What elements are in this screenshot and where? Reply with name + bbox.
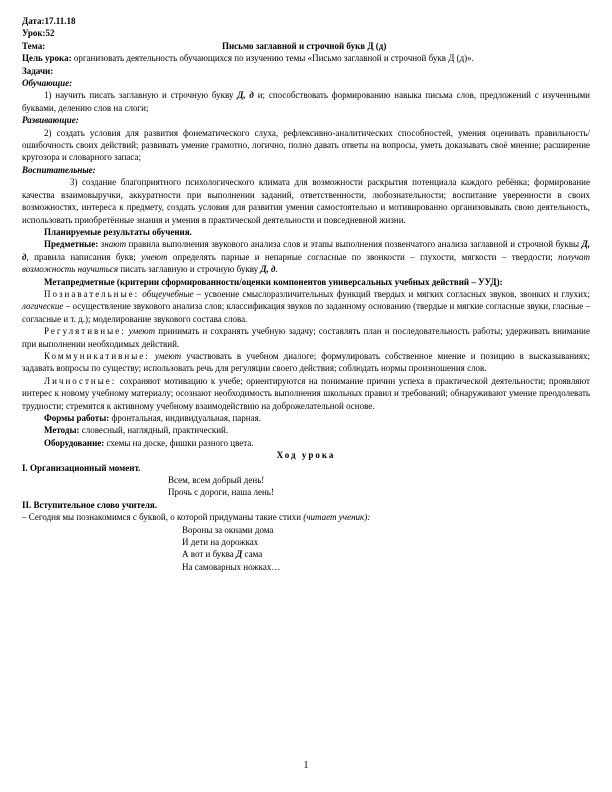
work-forms-label: Формы работы: xyxy=(44,413,110,423)
personal-text: сохраняют мотивацию к учебе; ориентируются на понимание причин успеха в практической деятельности; проявляют интерес к новому учебному материалу; осознают необходимость выполнения школьных правил и требований; обнаруживают умение преодолевать трудности; стремятся к активному учебному взаимодействию на доброжелательной основе. xyxy=(22,375,590,411)
lesson-course-title: Ход урока xyxy=(276,450,336,461)
developing-label: Развивающие: xyxy=(22,115,79,126)
educating-text: 3) создание благоприятного психологического климата для возможности раскрытия потенциала каждого ребёнка; формирование качества взаимовыручки, аккуратности при выполнении заданий, ответственности, любознательности; воспитание уверенности в своих возможностях, интереса к предмету, создать условия для развития умения самостоятельно и мотивированно организовывать свою деятельность, использовать приобретённые знания и умения в практической деятельности и повседневной жизни. xyxy=(22,177,590,225)
teaching-text xyxy=(22,89,590,114)
meta-results-heading: Метапредметные (критерии сформированности/оценки компонентов универсальных учебных действий – УУД): xyxy=(44,276,503,287)
section-2-title: II. Вступительное слово учителя. xyxy=(22,499,158,510)
poem-line-3-c: сама xyxy=(242,549,263,560)
subject-can: умеют xyxy=(141,251,168,262)
cognitive-text-2: – усвоение смыслоразличительных функций твердых и мягких согласных звуков, звонких и глухих; xyxy=(193,288,590,299)
work-forms-text: фронтальная, индивидуальная, парная. xyxy=(109,413,261,423)
cognitive-label: Познавательные: xyxy=(44,288,140,299)
planned-results-heading: Планируемые результаты обучения. xyxy=(44,226,192,237)
subject-text-6: определять парные и непарные согласные по звонкости – глухости, мягкости – твердости; xyxy=(167,251,559,262)
lesson-topic-row xyxy=(22,40,590,52)
regulatory-results xyxy=(22,325,590,350)
educating-label: Воспитательные: xyxy=(22,164,96,175)
methods-text: словесный, наглядный, практический. xyxy=(79,425,229,436)
poem-line-2: И дети на дорожках xyxy=(182,537,259,548)
personal-label: Личностные: xyxy=(44,375,117,386)
communicative-results xyxy=(22,350,590,375)
poem-line-3 xyxy=(22,548,590,560)
equipment-text: схемы на доске, фишки разного цвета. xyxy=(104,437,254,448)
poem-line-4: На самоварных ножках… xyxy=(182,561,281,572)
subject-label: Предметные: xyxy=(44,239,99,250)
lesson-goal xyxy=(22,52,590,64)
subject-text-10: . xyxy=(275,264,278,275)
intro-text: – Сегодня мы познакомимся с буквой, о которой придуманы такие стихи xyxy=(22,512,304,523)
subject-letters-1: Д, д xyxy=(22,239,590,262)
tasks-heading: Задачи: xyxy=(22,65,54,76)
personal-results xyxy=(22,375,590,412)
methods xyxy=(22,424,590,436)
subject-text-2: правила выполнения звукового анализа слов и этапы выполнения позвенчатого анализа заглавной и строчной буквы xyxy=(126,239,582,250)
teaching-label: Обучающие: xyxy=(22,78,73,89)
communicative-can: умеют xyxy=(149,350,182,361)
greeting-line-1: Всем, всем добрый день! xyxy=(168,475,265,486)
regulatory-text: принимать и сохранять учебную задачу; составлять план и последовательность работы; удерживать внимание при выполнении необходимых действий. xyxy=(22,326,590,349)
regulatory-label: Регулятивные: xyxy=(44,326,126,337)
cognitive-logical: логические xyxy=(22,301,64,312)
lesson-number: Урок:52 xyxy=(22,28,55,39)
goal-text: организовать деятельность обучающихся по изучению темы «Письмо заглавной и строчной букв Д (д)». xyxy=(71,53,474,64)
lesson-date: Дата:17.11.18 xyxy=(22,16,76,26)
cognitive-general: общеучебные xyxy=(139,288,194,299)
poem-letter: Д xyxy=(236,549,243,560)
poem-line-3-a: А вот и буква xyxy=(182,549,237,560)
poem-line-1: Вороны за окнами дома xyxy=(182,524,274,535)
greeting-line-2: Прочь с дороги, наша лень! xyxy=(168,487,274,498)
intro-note: (читает ученик): xyxy=(303,512,371,523)
cognitive-text-4: – осуществление звукового анализа слов; классификация звуков по заданному основанию (твердые и мягкие согласные звуки, гласные – согласные и т. д.); моделирование звукового состава слова. xyxy=(22,301,590,324)
communicative-label: Коммуникативные: xyxy=(44,350,150,361)
methods-label: Методы: xyxy=(44,425,80,436)
teaching-text-c: и; способствовать формированию навыка письма слов, предложений с изученными буквами, делению слов на слоги; xyxy=(22,90,590,113)
cognitive-results xyxy=(22,288,590,325)
communicative-text: участвовать в учебном диалоге; формулировать собственное мнение и позицию в высказываниях; задавать вопросы по существу; использовать речь для регуляции своего действия; соблюдать нормы произношения слов. xyxy=(22,350,591,374)
teaching-letters: Д, д xyxy=(237,90,254,101)
subject-text-8: писать заглавную и строчную букву xyxy=(118,264,261,275)
teaching-text-a: 1) научить писать заглавную и строчную букву xyxy=(44,90,238,101)
subject-text-4: , правила написания букв; xyxy=(26,251,142,262)
section-2-intro xyxy=(22,511,590,523)
developing-text: 2) создать условия для развития фонематического слуха, рефлексивно-аналитических способностей, умения оценивать правильность/ошибочность своих действий; развивать умение грамотно, логично, полно давать ответы на вопросы, уметь доказывать своё мнение; расширение кругозора и словарного запаса; xyxy=(22,127,590,163)
subject-letters-2: Д, д xyxy=(260,264,276,275)
equipment xyxy=(22,437,590,449)
section-1-title: I. Организационный момент. xyxy=(22,462,141,473)
work-forms xyxy=(22,412,590,424)
topic-value: Письмо заглавной и строчной букв Д (д) xyxy=(222,40,387,51)
regulatory-can: умеют xyxy=(125,326,156,337)
goal-label: Цель урока: xyxy=(22,53,72,64)
page-number: 1 xyxy=(303,759,309,771)
subject-results xyxy=(22,238,590,275)
subject-know: знают xyxy=(98,239,127,250)
equipment-label: Оборудование: xyxy=(44,437,105,448)
topic-label: Тема: xyxy=(22,40,46,51)
subject-will-learn: получат возможность научиться xyxy=(22,251,591,275)
